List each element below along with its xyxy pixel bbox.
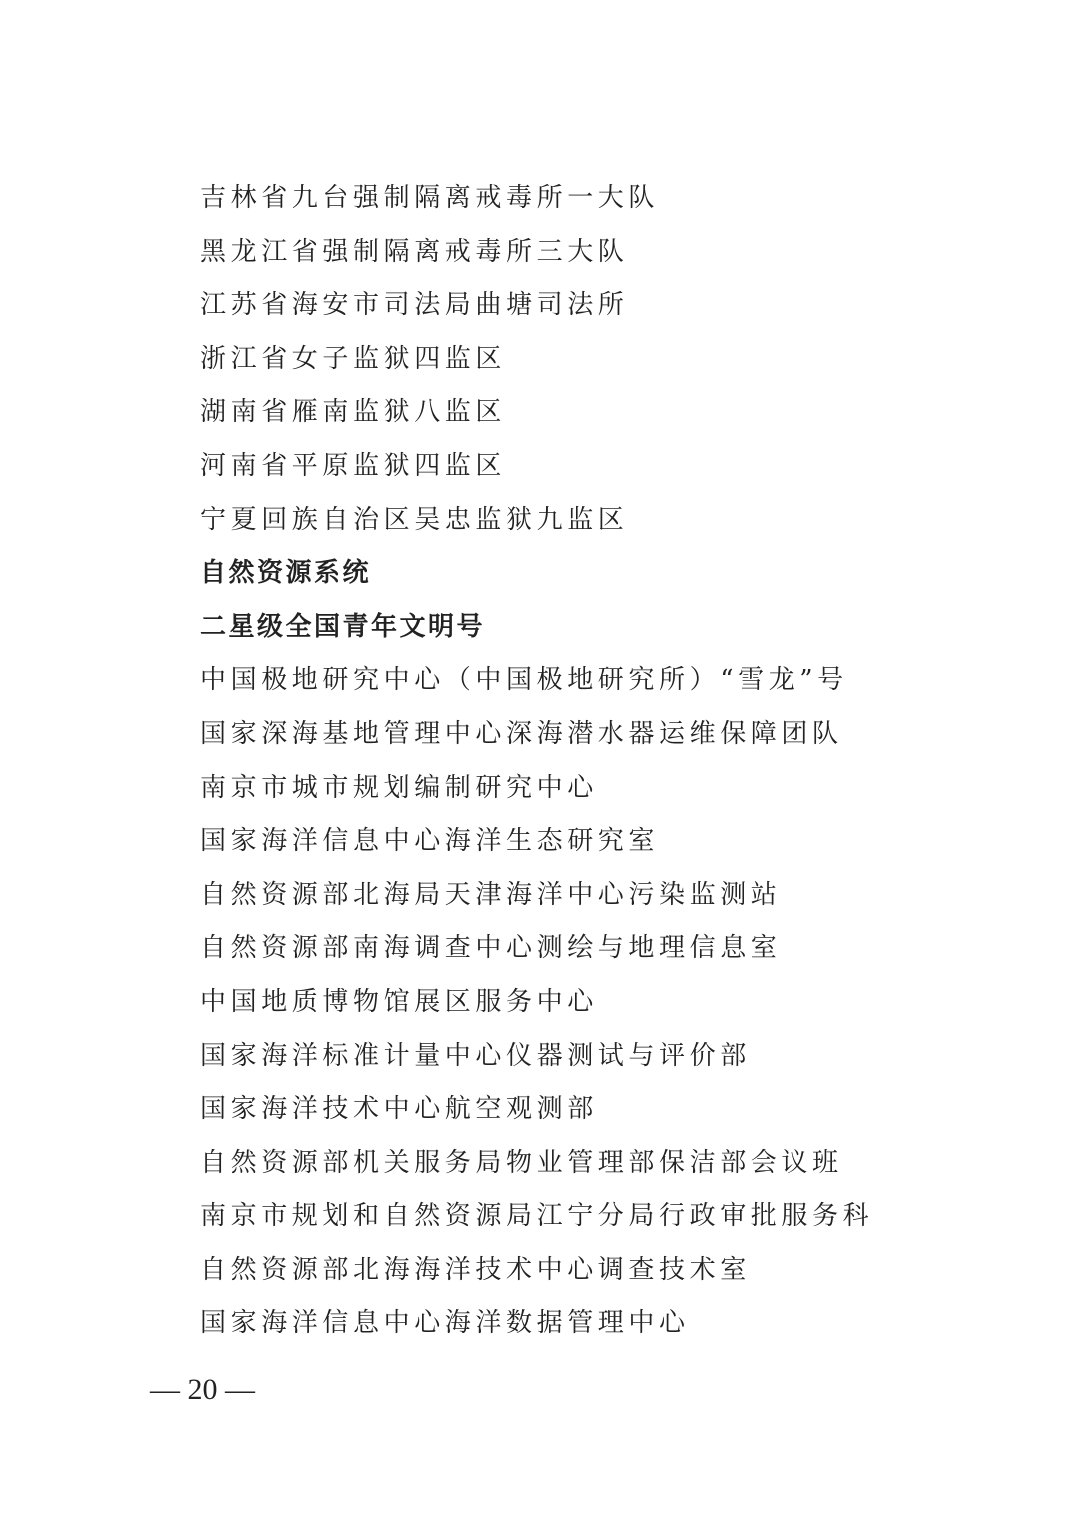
list-item: 自然资源部机关服务局物业管理部保洁部会议班 <box>200 1147 843 1178</box>
list-item: 江苏省海安市司法局曲塘司法所 <box>200 290 629 321</box>
list-item: 国家海洋信息中心海洋数据管理中心 <box>200 1308 690 1339</box>
list-item: 中国极地研究中心（中国极地研究所）“雪龙”号 <box>200 665 848 696</box>
list-item: 自然资源部北海海洋技术中心调查技术室 <box>200 1254 751 1285</box>
list-item: 南京市规划和自然资源局江宁分局行政审批服务科 <box>200 1201 874 1232</box>
list-item: 黑龙江省强制隔离戒毒所三大队 <box>200 236 629 267</box>
section-heading: 自然资源系统 <box>200 558 372 589</box>
page-number: — 20 — <box>150 1373 255 1406</box>
list-item: 国家海洋技术中心航空观测部 <box>200 1094 598 1125</box>
list-item: 国家海洋标准计量中心仪器测试与评价部 <box>200 1040 751 1071</box>
organization-list <box>200 176 1040 1355</box>
list-item: 湖南省雁南监狱八监区 <box>200 397 507 428</box>
list-item: 南京市城市规划编制研究中心 <box>200 772 598 803</box>
list-item: 河南省平原监狱四监区 <box>200 450 507 481</box>
section-heading: 二星级全国青年文明号 <box>200 611 486 642</box>
list-item: 中国地质博物馆展区服务中心 <box>200 986 598 1017</box>
list-item: 宁夏回族自治区吴忠监狱九监区 <box>200 504 629 535</box>
list-item: 自然资源部南海调查中心测绘与地理信息室 <box>200 933 782 964</box>
list-item: 国家海洋信息中心海洋生态研究室 <box>200 826 660 857</box>
list-item: 自然资源部北海局天津海洋中心污染监测站 <box>200 879 782 910</box>
list-item: 吉林省九台强制隔离戒毒所一大队 <box>200 183 660 213</box>
list-item: 浙江省女子监狱四监区 <box>200 343 507 374</box>
list-item: 国家深海基地管理中心深海潜水器运维保障团队 <box>200 718 843 749</box>
